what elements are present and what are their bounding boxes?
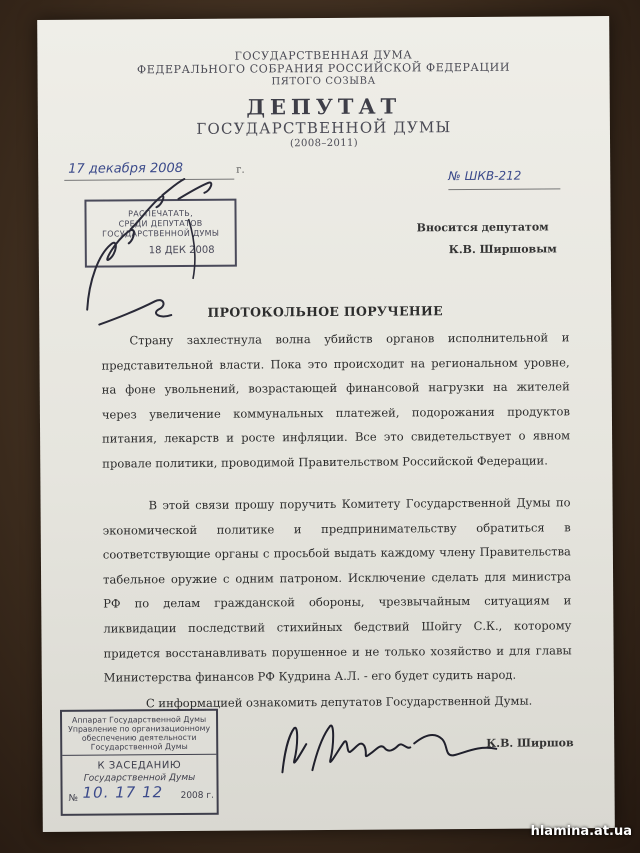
reg-stamp-line-1: Аппарат Государственной Думы bbox=[71, 714, 207, 725]
document-title: ПРОТОКОЛЬНОЕ ПОРУЧЕНИЕ bbox=[207, 303, 443, 320]
header-line-3: ПЯТОГО СОЗЫВА bbox=[271, 75, 376, 88]
reg-stamp-duma: Государственной Думы bbox=[83, 772, 196, 784]
handwritten-number: № ШКВ-212 bbox=[448, 168, 522, 184]
registration-stamp bbox=[60, 709, 219, 816]
stamp-line-3: ГОСУДАРСТВЕННОЙ ДУМЫ bbox=[102, 228, 220, 239]
stamp-line-1: РАСПЕЧАТАТЬ, bbox=[128, 208, 193, 219]
stamp-date: 18 ДЕК 2008 bbox=[148, 244, 215, 257]
paragraph-2: В этой связи прошу поручить Комитету Государственной Думы по экономической политике и предпринимательству обратиться в соответствующие органы с просьбой выдать каждому члену Правительства табельное оружие с одним патроном. Исключение сделать для министра РФ по делам гражданской обороны, чрезвычайным ситуациям и ликвидации последствий стихийных бедствий Шойгу С.К., которому придется восстанавливать порушенное и не только хозяйство и для главы Министерства финансов РФ Кудрина А.Л. - его будет судить народ. bbox=[102, 495, 572, 685]
reg-stamp-line-4: Государственной Думы bbox=[90, 741, 188, 752]
reg-stamp-line-3: обеспечению деятельности bbox=[81, 732, 197, 743]
signature-icon bbox=[264, 713, 504, 785]
intro-line-1: Вносится депутатом bbox=[416, 220, 549, 235]
document-page bbox=[37, 16, 615, 832]
handwritten-date: 17 декабря 2008 bbox=[68, 160, 184, 177]
reg-stamp-no-label: № bbox=[68, 793, 79, 804]
reg-stamp-divider bbox=[62, 754, 216, 756]
reg-stamp-number: 10. 17 12 bbox=[82, 783, 164, 802]
watermark: hlamina.at.ua bbox=[530, 824, 632, 839]
date-suffix: г. bbox=[236, 164, 245, 176]
stamp-line-2: СРЕДИ ДЕПУТАТОВ bbox=[118, 218, 203, 229]
reg-stamp-meeting: К ЗАСЕДАНИЮ bbox=[97, 760, 182, 772]
paragraph-3: С информацией ознакомить депутатов Государственной Думы. bbox=[145, 693, 533, 711]
paragraph-1: Страну захлестнула волна убийств органов исполнительной и представительной власти. Пока это происходит на региональном уровне, на фоне увольнений, возрастающей финансовой нагрузки на жителей через увеличение коммунальных платежей, подорожания продуктов питания, лекарств и росте инфляции. Все это свидетельствует о явном провале политики, проводимой Правительством Российской Федерации. bbox=[101, 330, 571, 471]
intro-line-2: К.В. Ширшовым bbox=[448, 242, 557, 257]
header-duma: ГОСУДАРСТВЕННОЙ ДУМЫ bbox=[196, 118, 452, 138]
header-deputy: ДЕПУТАТ bbox=[246, 93, 402, 120]
header-line-1: ГОСУДАРСТВЕННАЯ ДУМА bbox=[234, 48, 413, 63]
header-years: (2008–2011) bbox=[289, 137, 359, 150]
reg-stamp-year: 2008 г. bbox=[180, 790, 214, 802]
reg-stamp-line-2: Управление по организационному bbox=[68, 723, 211, 734]
header-line-2: ФЕДЕРАЛЬНОГО СОБРАНИЯ РОССИЙСКОЙ ФЕДЕРАЦИИ bbox=[136, 60, 511, 77]
signer-name: К.В. Ширшов bbox=[486, 736, 574, 750]
